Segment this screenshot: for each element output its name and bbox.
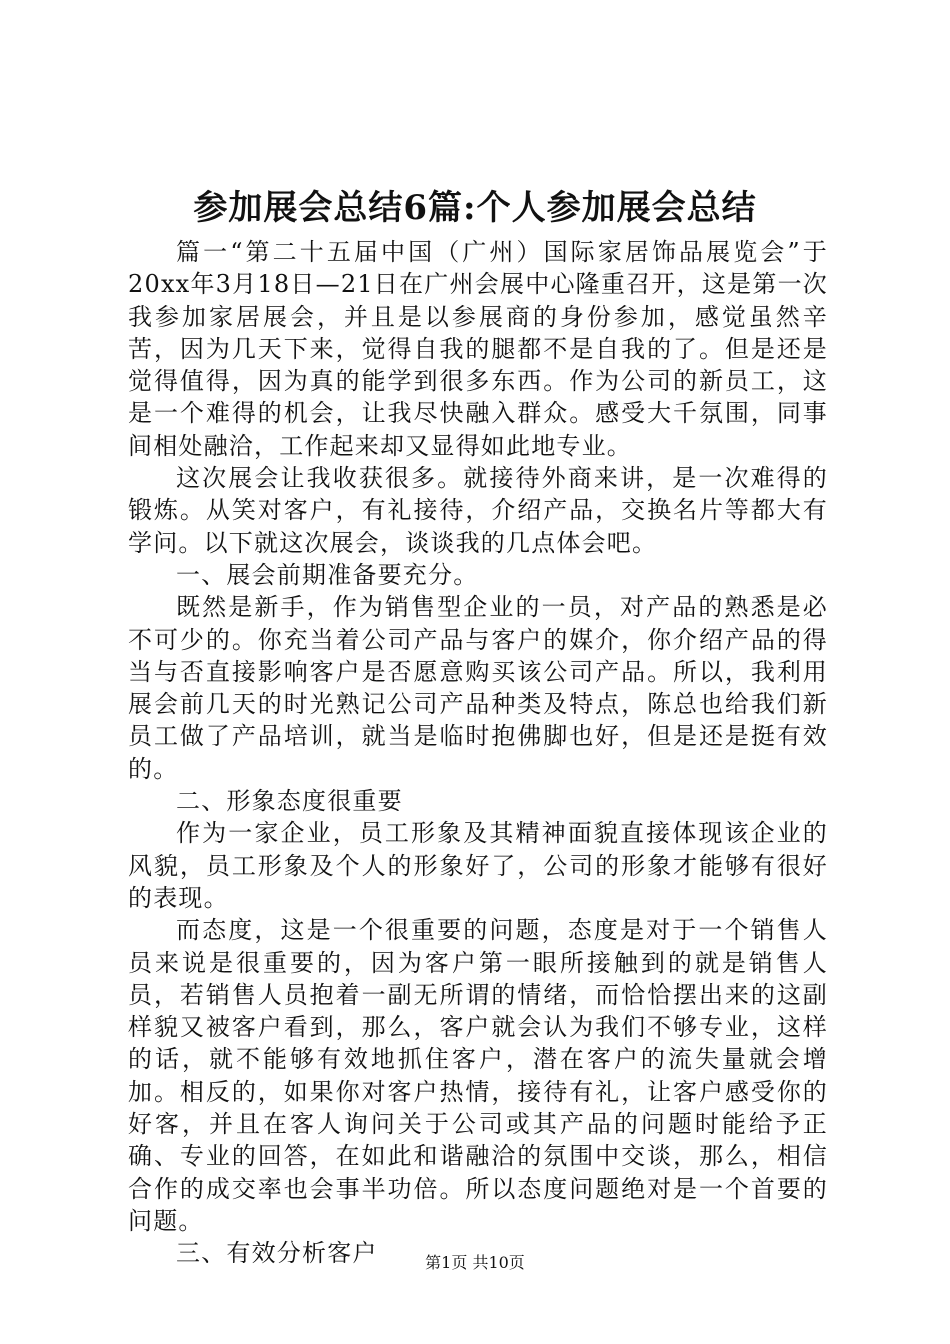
paragraph-harvest: 这次展会让我收获很多。就接待外商来讲，是一次难得的锻炼。从笑对客户，有礼接待，介绍产品，交换名片等都大有学问。以下就这次展会，谈谈我的几点体会吧。 (128, 464, 828, 557)
paragraph-preparation: 既然是新手，作为销售型企业的一员，对产品的熟悉是必不可少的。你充当着公司产品与客户的媒介，你介绍产品的得当与否直接影响客户是否愿意购买该公司产品。所以，我利用展会前几天的时光熟记公司产品种类及特点，陈总也给我们新员工做了产品培训，就当是临时抱佛脚也好，但是还是挺有效的。 (128, 593, 828, 783)
document-title: 参加展会总结6篇:个人参加展会总结 (193, 188, 757, 228)
section-heading-preparation: 一、展会前期准备要充分。 (176, 560, 479, 589)
paragraph-intro: 篇一“第二十五届中国（广州）国际家居饰品展览会”于20xx年3月18日—21日在广州会展中心隆重召开，这是第一次我参加家居展会，并且是以参展商的身份参加，感觉虽然辛苦，因为几天下来，觉得自我的腿都不是自我的了。但是还是觉得值得，因为真的能学到很多东西。作为公司的新员工，这是一个难得的机会，让我尽快融入群众。感受大千氛围，同事间相处融洽，工作起来却又显得如此地专业。 (128, 238, 828, 460)
paragraph-attitude: 而态度，这是一个很重要的问题，态度是对于一个销售人员来说是很重要的，因为客户第一眼所接触到的就是销售人员，若销售人员抱着一副无所谓的情绪，而恰恰摆出来的这副样貌又被客户看到，那么，客户就会认为我们不够专业，这样的话，就不能够有效地抓住客户，潜在客户的流失量就会增加。相反的，如果你对客户热情，接待有礼，让客户感受你的好客，并且在客人询问关于公司或其产品的问题时能给予正确、专业的回答，在如此和谐融洽的氛围中交谈，那么，相信合作的成交率也会事半功倍。所以态度问题绝对是一个首要的问题。 (128, 916, 828, 1235)
paragraph-image: 作为一家企业，员工形象及其精神面貌直接体现该企业的风貌，员工形象及个人的形象好了，公司的形象才能够有很好的表现。 (128, 819, 828, 912)
document-body (128, 236, 828, 1270)
page-number-footer: 第1页 共10页 (425, 1253, 525, 1272)
section-heading-analyze-customers: 三、有效分析客户 (176, 1239, 378, 1268)
section-heading-image-attitude: 二、形象态度很重要 (176, 787, 403, 816)
